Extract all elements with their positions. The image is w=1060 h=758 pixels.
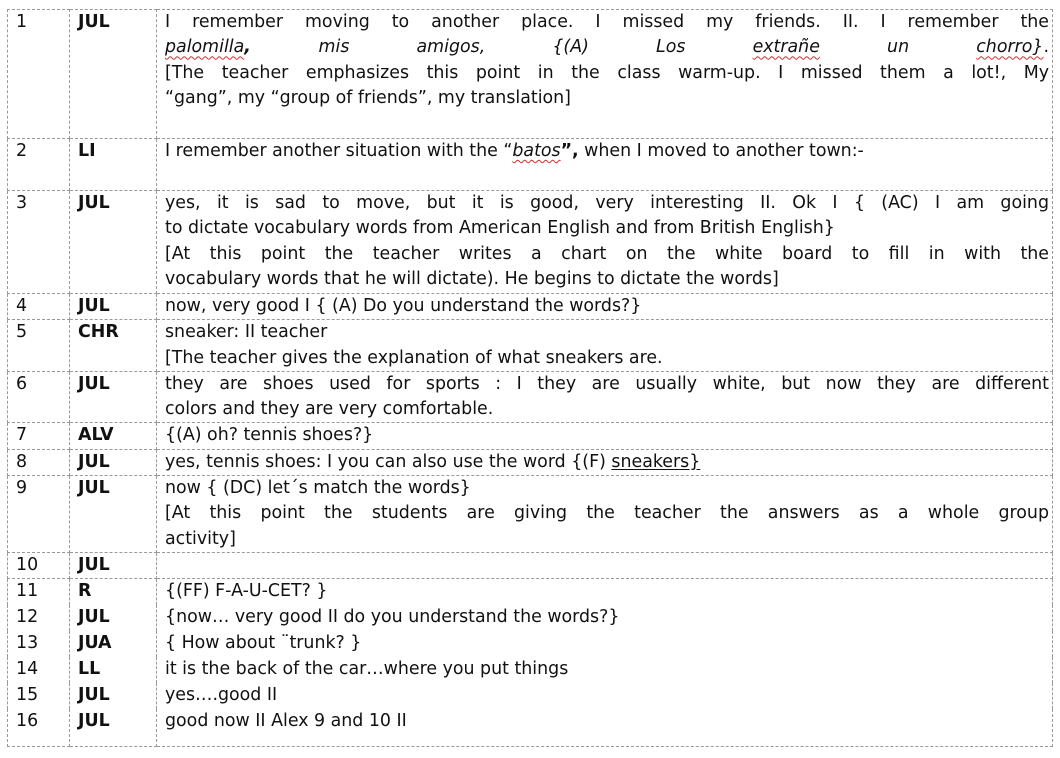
utterance-text: yes, tennis shoes: I you can also use the word {(F) sneakers} (157, 449, 1053, 475)
line-number: 1 (8, 10, 70, 139)
utterance-text: it is the back of the car…where you put things (157, 657, 1053, 683)
speaker-code: JUL (70, 476, 157, 553)
line-number: 14 (8, 657, 70, 683)
utterance-text: yes, it is sad to move, but it is good, very interesting II. Ok I { (AC) I am going to dictate vocabulary words from American English and from British English} [At this point the teacher writes a chart on the white board to fill in with the vocabulary words that he will dictate). He begins to dictate the words] (157, 191, 1053, 294)
utterance-text: sneaker: II teacher [The teacher gives the explanation of what sneakers are. (157, 320, 1053, 372)
speaker-code: CHR (70, 320, 157, 372)
line-number: 12 (8, 605, 70, 631)
speaker-code: JUL (70, 552, 157, 578)
utterance-text: good now II Alex 9 and 10 II (157, 709, 1053, 747)
speaker-code: JUL (70, 709, 157, 747)
utterance-text: {(A) oh? tennis shoes?} (157, 423, 1053, 449)
line-number: 2 (8, 139, 70, 191)
speaker-code: LL (70, 657, 157, 683)
speaker-code: R (70, 579, 157, 605)
utterance-text (157, 552, 1053, 578)
table-row (8, 10, 1053, 139)
table-row (8, 631, 1053, 657)
speaker-code: JUA (70, 631, 157, 657)
speaker-code: JUL (70, 449, 157, 475)
table-row (8, 320, 1053, 372)
table-row (8, 709, 1053, 747)
utterance-text: they are shoes used for sports : I they are usually white, but now they are different colors and they are very comfortable. (157, 371, 1053, 423)
table-row (8, 579, 1053, 605)
line-number: 3 (8, 191, 70, 294)
table-row (8, 294, 1053, 320)
line-number: 5 (8, 320, 70, 372)
table-row (8, 605, 1053, 631)
utterance-text: { How about ¨trunk? } (157, 631, 1053, 657)
line-number: 6 (8, 371, 70, 423)
table-row (8, 191, 1053, 294)
utterance-text: I remember moving to another place. I missed my friends. II. I remember the palomilla, mis amigos, {(A) Los extrañe un chorro}. [The teacher emphasizes this point in the class warm-up. I missed them a lot!, My “gang”, my “group of friends”, my translation] (157, 10, 1053, 139)
line-number: 7 (8, 423, 70, 449)
line-number: 11 (8, 579, 70, 605)
speaker-code: JUL (70, 605, 157, 631)
table-row (8, 449, 1053, 475)
line-number: 9 (8, 476, 70, 553)
table-row (8, 139, 1053, 191)
speaker-code: JUL (70, 683, 157, 709)
utterance-text: I remember another situation with the “batos”, when I moved to another town:- (157, 139, 1053, 191)
line-number: 13 (8, 631, 70, 657)
transcript-table (7, 9, 1053, 747)
line-number: 10 (8, 552, 70, 578)
speaker-code: JUL (70, 10, 157, 139)
line-number: 4 (8, 294, 70, 320)
utterance-text: now, very good I { (A) Do you understand the words?} (157, 294, 1053, 320)
utterance-text: {(FF) F-A-U-CET? } (157, 579, 1053, 605)
table-row (8, 683, 1053, 709)
line-number: 8 (8, 449, 70, 475)
table-row (8, 423, 1053, 449)
speaker-code: JUL (70, 371, 157, 423)
speaker-code: JUL (70, 294, 157, 320)
table-row (8, 476, 1053, 553)
table-row (8, 552, 1053, 578)
speaker-code: ALV (70, 423, 157, 449)
table-row (8, 371, 1053, 423)
line-number: 15 (8, 683, 70, 709)
line-number: 16 (8, 709, 70, 747)
utterance-text: yes….good II (157, 683, 1053, 709)
speaker-code: JUL (70, 191, 157, 294)
utterance-text: now { (DC) let´s match the words} [At this point the students are giving the teacher the answers as a whole group activity] (157, 476, 1053, 553)
table-row (8, 657, 1053, 683)
speaker-code: LI (70, 139, 157, 191)
utterance-text: {now… very good II do you understand the words?} (157, 605, 1053, 631)
